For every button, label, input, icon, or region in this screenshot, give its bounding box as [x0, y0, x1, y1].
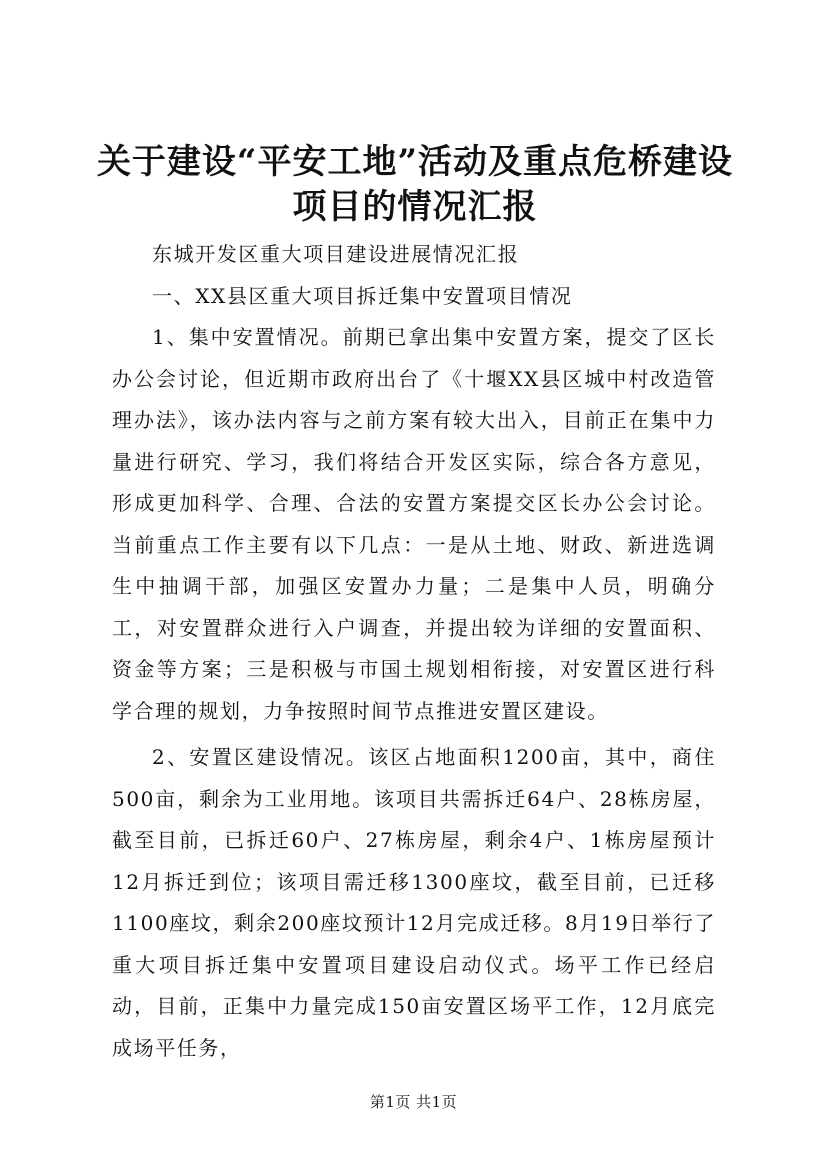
- document-title: 关于建设“平安工地”活动及重点危桥建设项目的情况汇报: [96, 142, 734, 227]
- subtitle: 东城开发区重大项目建设进展情况汇报: [152, 242, 520, 266]
- page-footer: 第1页 共1页: [369, 1093, 458, 1111]
- paragraph-2: 2、安置区建设情况。该区占地面积1200亩，其中，商住500亩，剩余为工业用地。该项目共需拆迁64户、28栋房屋，截至目前，已拆迁60户、27栋房屋，剩余4户、1栋房屋预计12月拆迁到位；该项目需迁移1300座坟，截至目前，已迁移1100座坟，剩余200座坟预计12月完成迁移。8月19日举行了重大项目拆迁集中安置项目建设启动仪式。场平工作已经启动，目前，正集中力量完成150亩安置区场平工作，12月底完成场平任务，: [112, 745, 716, 1060]
- document-body: [112, 234, 716, 1069]
- paragraph-1: 1、集中安置情况。前期已拿出集中安置方案，提交了区长办公会讨论，但近期市政府出台了《十堰XX县区城中村改造管理办法》，该办法内容与之前方案有较大出入，目前正在集中力量进行研究、学习，我们将结合开发区实际，综合各方意见，形成更加科学、合理、合法的安置方案提交区长办公会讨论。当前重点工作主要有以下几点：一是从土地、财政、新进选调生中抽调干部，加强区安置办力量；二是集中人员，明确分工，对安置群众进行入户调查，并提出较为详细的安置面积、资金等方案；三是积极与市国土规划相衔接，对安置区进行科学合理的规划，力争按照时间节点推进安置区建设。: [112, 325, 716, 723]
- section-heading: 一、XX县区重大项目拆迁集中安置项目情况: [152, 283, 573, 308]
